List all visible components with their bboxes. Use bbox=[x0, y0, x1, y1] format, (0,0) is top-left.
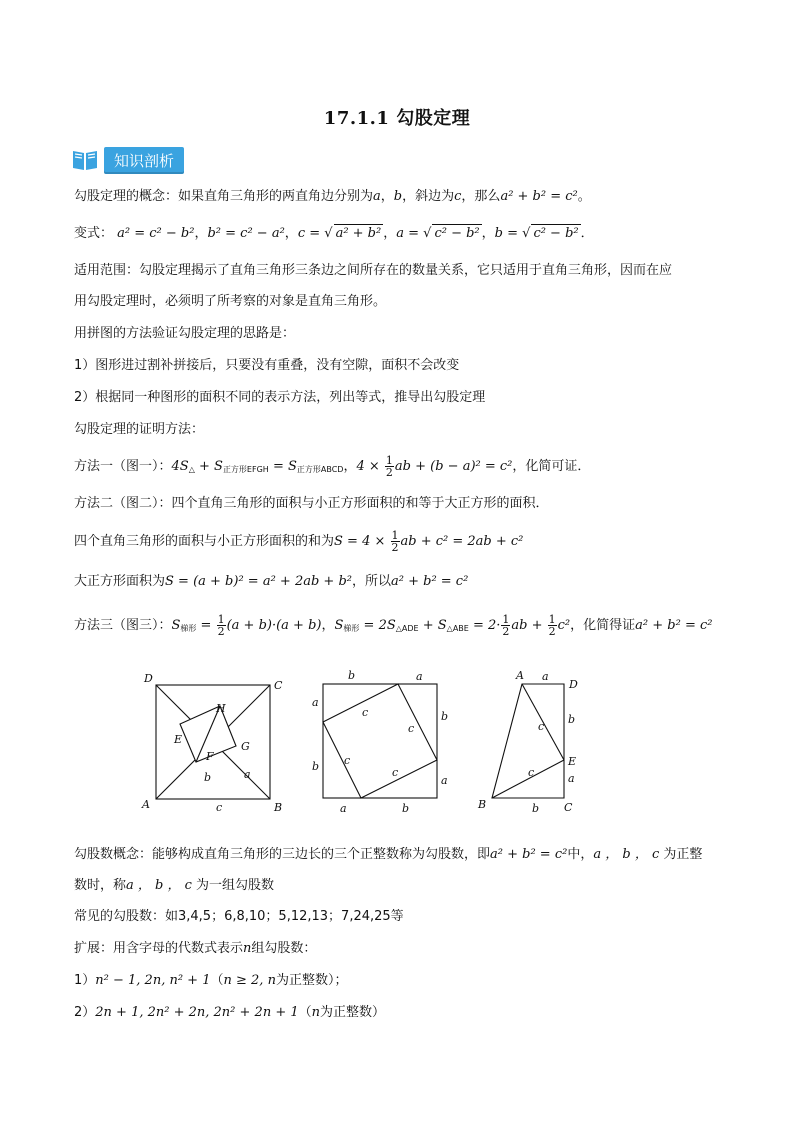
common-triples: 常见的勾股数：如3,4,5；6,8,10；5,12,13；7,24,25等 bbox=[74, 909, 404, 924]
extension-line: 扩展：用含字母的代数式表示n组勾股数： bbox=[74, 941, 317, 956]
fig2-label-c-2: c bbox=[408, 722, 415, 735]
fig1-label-H: H bbox=[216, 702, 226, 715]
fig3-label-A: A bbox=[516, 669, 524, 682]
fig3-label-B: B bbox=[478, 798, 487, 811]
fig3-label-a-top: a bbox=[542, 670, 549, 683]
fig1-label-a: a bbox=[244, 768, 251, 781]
fig1-label-A: A bbox=[142, 798, 150, 811]
figure-3 bbox=[474, 668, 594, 813]
fig2-label-a-bottom: a bbox=[340, 802, 347, 813]
variant-line: 变式： a² = c² − b²，b² = c² − a²，c = √ a² + b² ，a = √ c² − b² ，b = √ c² − b² ． bbox=[74, 226, 594, 241]
method-1: 方法一（图一）：$4S_\triangle + S_{正方形EFGH} = S_{正方形ABCD}$，4 × $\frac{1}{2}$ ab + (b − a)² = c²，化简可证． bbox=[74, 454, 591, 479]
method-3: 方法三（图三）：$S_{梯形}$ = $\frac{1}{2}$ (a + b)·(a + b)，$S_{梯形} = 2S_{\triangle ADE} + S_{\triangle ABE} = 2\cdot$ $\frac{1}{2}$ ab + $\frac{1}{2}$ c²，化简得证a² + b² = c² bbox=[74, 613, 713, 638]
fig2-label-a-left: a bbox=[312, 696, 319, 709]
fig2-label-a-top: a bbox=[416, 670, 423, 683]
fig2-label-b-top: b bbox=[348, 669, 356, 682]
page-title: 17.1.1 勾股定理 bbox=[323, 108, 471, 129]
method-2: 方法二（图二）：四个直角三角形的面积与小正方形面积的和等于大正方形的面积． bbox=[74, 496, 549, 511]
method-2-big-square: 大正方形面积为S = (a + b)² = a² + 2ab + b²，所以a² + b² = c² bbox=[74, 574, 469, 589]
fig3-label-b-right: b bbox=[568, 713, 576, 726]
method-2-sum: 四个直角三角形的面积与小正方形面积的和为S = 4 × $\frac{1}{2}$ ab + c² = 2ab + c² bbox=[74, 529, 524, 554]
fig1-label-C: C bbox=[274, 679, 283, 692]
fig2-label-c-1: c bbox=[362, 706, 369, 719]
section-header bbox=[70, 145, 184, 175]
figure-2 bbox=[308, 668, 460, 813]
fig3-label-c-1: c bbox=[538, 720, 545, 733]
proof-methods-heading: 勾股定理的证明方法： bbox=[74, 422, 205, 437]
idea-step-1: 1）图形进过割补拼接后，只要没有重叠，没有空隙，面积不会改变 bbox=[74, 358, 460, 373]
section-label: 知识剖析 bbox=[104, 147, 184, 174]
concept-line: 勾股定理的概念：如果直角三角形的两直角边分别为a，b，斜边为c，那么a² + b² = c²。 bbox=[74, 189, 591, 204]
fig3-label-b-bottom: b bbox=[532, 802, 540, 813]
extension-formula-2: 2）2n + 1, 2n² + 2n, 2n² + 2n + 1（n为正整数） bbox=[74, 1005, 386, 1020]
scope-line-2: 用勾股定理时，必须明了所考察的对象是直角三角形。 bbox=[74, 294, 387, 309]
fig3-label-a-right: a bbox=[568, 772, 575, 785]
triple-concept-line-2: 数时，称a ， b ， c 为一组勾股数 bbox=[74, 878, 275, 893]
extension-formula-1: 1）n² − 1, 2n, n² + 1（n ≥ 2, n为正整数）； bbox=[74, 973, 348, 988]
fig1-label-G: G bbox=[241, 740, 250, 753]
book-icon bbox=[70, 147, 100, 173]
figure-1 bbox=[138, 668, 290, 813]
fig1-label-B: B bbox=[274, 801, 283, 813]
scope-line-1: 适用范围：勾股定理揭示了直角三角形三条边之间所存在的数量关系，它只适用于直角三角形，因而在应 bbox=[74, 263, 673, 278]
fig3-label-c-2: c bbox=[528, 766, 535, 779]
fig3-label-D: D bbox=[569, 678, 578, 691]
fig2-label-a-right: a bbox=[441, 774, 448, 787]
fig3-label-E: E bbox=[568, 755, 577, 768]
fig2-label-c-3: c bbox=[344, 754, 351, 767]
fig1-label-b: b bbox=[204, 771, 212, 784]
fig1-label-F: F bbox=[206, 750, 214, 763]
fig3-label-C: C bbox=[564, 801, 573, 813]
fig2-label-b-right: b bbox=[441, 710, 449, 723]
fig2-label-b-bottom: b bbox=[402, 802, 410, 813]
triple-concept-line-1: 勾股数概念：能够构成直角三角形的三边长的三个正整数称为勾股数，即a² + b² = c²中，a ， b ， c 为正整 bbox=[74, 847, 703, 862]
idea-step-2: 2）根据同一种图形的面积不同的表示方法，列出等式，推导出勾股定理 bbox=[74, 390, 486, 405]
fig1-label-D: D bbox=[144, 672, 153, 685]
fig1-label-E: E bbox=[174, 733, 183, 746]
idea-line: 用拼图的方法验证勾股定理的思路是： bbox=[74, 326, 296, 341]
fig2-label-b-left: b bbox=[312, 760, 320, 773]
fig1-label-c: c bbox=[216, 801, 223, 813]
fig2-label-c-4: c bbox=[392, 766, 399, 779]
